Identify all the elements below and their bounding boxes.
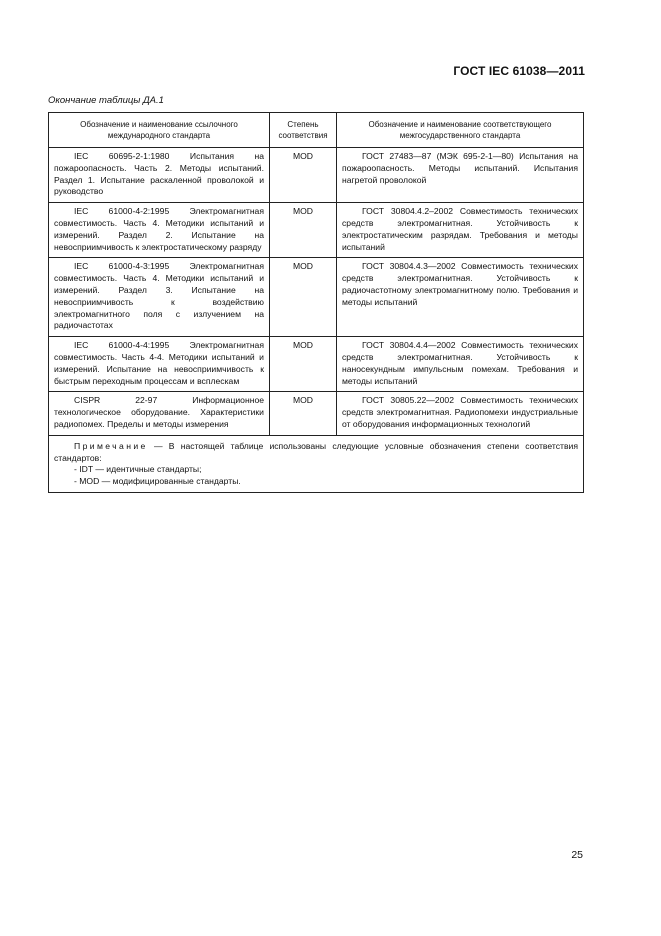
table-header-row — [49, 113, 584, 148]
table-note — [49, 435, 584, 492]
international-standard-cell: IEC 60695-2-1:1980 Испытания на пожароопасность. Часть 2. Методы испытаний. Раздел 1. Испытание раскаленной проволокой и руководство — [49, 148, 270, 203]
table-row — [49, 203, 584, 258]
table-caption: Окончание таблицы ДА.1 — [48, 95, 164, 106]
header-degree-of-conformity: Степень соответствия — [270, 113, 337, 148]
standards-correspondence-table — [48, 112, 584, 493]
interstate-standard-cell: ГОСТ 30804.4.4—2002 Совместимость технических средств электромагнитная. Устойчивость к наносекундным импульсным помехам. Требования и методы испытаний — [337, 337, 584, 392]
international-standard-cell: IEC 61000-4-2:1995 Электромагнитная совместимость. Часть 4. Методики испытаний и измерений. Раздел 2. Испытание на невосприимчивость к электростатическому разряду — [49, 203, 270, 258]
interstate-standard-cell: ГОСТ 30805.22—2002 Совместимость технических средств электромагнитная. Радиопомехи индустриальные от оборудования информационных технологий — [337, 392, 584, 435]
international-standard-cell: CISPR 22-97 Информационное технологическое оборудование. Характеристики радиопомех. Пределы и методы измерения — [49, 392, 270, 435]
page-number: 25 — [571, 849, 583, 861]
degree-cell: MOD — [270, 392, 337, 435]
table-row — [49, 392, 584, 435]
document-code: ГОСТ IEC 61038—2011 — [453, 64, 585, 78]
header-international-standard: Обозначение и наименование ссылочного международного стандарта — [49, 113, 270, 148]
interstate-standard-cell: ГОСТ 30804.4.2–2002 Совместимость технических средств электромагнитная. Устойчивость к электростатическим разрядам. Требования и методы испытаний — [337, 203, 584, 258]
degree-cell: MOD — [270, 337, 337, 392]
international-standard-cell: IEC 61000-4-3:1995 Электромагнитная совместимость. Часть 4. Методики испытаний и измерений. Раздел 3. Испытание на невосприимчивость к воздействию электромагнитного поля с излучением на радиочастотах — [49, 258, 270, 337]
degree-cell: MOD — [270, 203, 337, 258]
table-row — [49, 258, 584, 337]
degree-cell: MOD — [270, 148, 337, 203]
header-interstate-standard: Обозначение и наименование соответствующего межгосударственного стандарта — [337, 113, 584, 148]
table-row — [49, 148, 584, 203]
note-text: — В настоящей таблице использованы следующие условные обозначения степени соответствия стандартов: — [54, 440, 578, 463]
interstate-standard-cell: ГОСТ 27483—87 (МЭК 695-2-1—80) Испытания на пожароопасность. Методы испытаний. Испытания нагретой проволокой — [337, 148, 584, 203]
interstate-standard-cell: ГОСТ 30804.4.3—2002 Совместимость технических средств электромагнитная. Устойчивость к радиочастотному электромагнитному полю. Требования и методы испытаний — [337, 258, 584, 337]
international-standard-cell: IEC 61000-4-4:1995 Электромагнитная совместимость. Часть 4-4. Методики испытаний и измерений. Испытание на невосприимчивость к быстрым переходным процессам и всплескам — [49, 337, 270, 392]
degree-cell: MOD — [270, 258, 337, 337]
note-list-item: - IDT — идентичные стандарты; — [74, 464, 202, 475]
note-prefix: Примечание — [74, 440, 148, 451]
table-row — [49, 337, 584, 392]
note-paragraph — [54, 441, 578, 465]
table-note-row — [49, 435, 584, 492]
note-list-item: - MOD — модифицированные стандарты. — [74, 476, 241, 487]
